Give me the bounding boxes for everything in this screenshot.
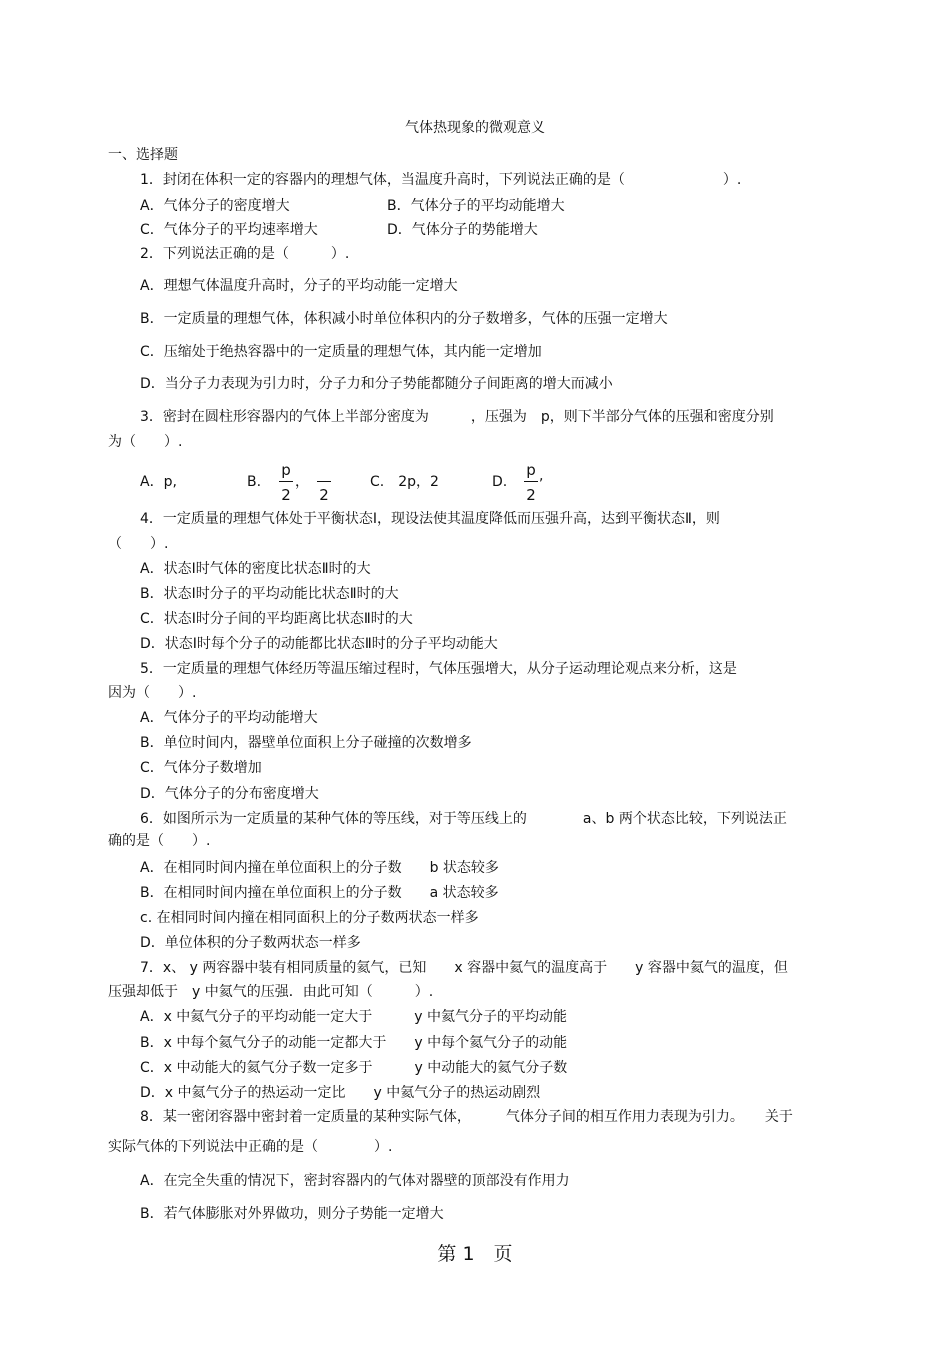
q4-option-b: B．状态Ⅰ时分子的平均动能比状态Ⅱ时的大 (140, 586, 399, 602)
q3-option-b-comma: ， (295, 474, 309, 490)
q7-stem-line1: 7．x、 y 两容器中装有相同质量的氦气，已知 x 容器中氦气的温度高于 y 容器中氦气的温度，但 (140, 960, 788, 976)
q2-option-a: A．理想气体温度升高时，分子的平均动能一定增大 (140, 278, 458, 294)
q3-option-b-fraction-bar (279, 481, 293, 482)
q3-option-d-numerator: p (526, 461, 536, 479)
q3-option-d-denominator: 2 (526, 486, 536, 504)
q2-stem: 2．下列说法正确的是（ ）. (140, 246, 350, 262)
q4-stem-line1: 4．一定质量的理想气体处于平衡状态Ⅰ，现设法使其温度降低而压强升高，达到平衡状态Ⅱ，则 (140, 511, 720, 527)
q7-option-c: C．x 中动能大的氦气分子数一定多于 y 中动能大的氦气分子数 (140, 1060, 568, 1076)
q6-option-d: D．单位体积的分子数两状态一样多 (140, 935, 361, 951)
q4-option-a: A．状态Ⅰ时气体的密度比状态Ⅱ时的大 (140, 561, 371, 577)
q3-option-b-denominator-2: 2 (319, 486, 329, 504)
q3-option-b-numerator: p (281, 461, 291, 479)
q3-option-d-fraction-bar (524, 481, 538, 482)
q1-option-d: D．气体分子的势能增大 (387, 222, 538, 238)
q7-stem-line2: 压强却低于 y 中氦气的压强．由此可知（ ）. (108, 984, 434, 1000)
q1-option-c: C．气体分子的平均速率增大 (140, 222, 318, 238)
q3-stem-line2: 为（ ）. (108, 434, 183, 450)
q3-stem-line1: 3．密封在圆柱形容器内的气体上半部分密度为 ，压强为 p，则下半部分气体的压强和密度分别 (140, 409, 774, 425)
q1-stem: 1．封闭在体积一定的容器内的理想气体，当温度升高时，下列说法正确的是（ ）. (140, 172, 742, 188)
q5-stem-line1: 5．一定质量的理想气体经历等温压缩过程时，气体压强增大，从分子运动理论观点来分析，这是 (140, 661, 737, 677)
q1-option-b: B．气体分子的平均动能增大 (387, 198, 565, 214)
q8-option-a: A．在完全失重的情况下，密封容器内的气体对器壁的顶部没有作用力 (140, 1173, 570, 1189)
q6-option-b: B．在相同时间内撞在单位面积上的分子数 a 状态较多 (140, 885, 499, 901)
q7-option-b: B．x 中每个氦气分子的动能一定都大于 y 中每个氦气分子的动能 (140, 1035, 568, 1051)
q7-option-d: D．x 中氦气分子的热运动一定比 y 中氦气分子的热运动剧烈 (140, 1085, 541, 1101)
q6-stem-line1: 6．如图所示为一定质量的某种气体的等压线，对于等压线上的 a、b 两个状态比较，下列说法正 (140, 811, 787, 827)
q6-stem-line2: 确的是（ ）. (108, 833, 211, 849)
q1-option-a: A．气体分子的密度增大 (140, 198, 290, 214)
q4-stem-line2: （ ）. (108, 536, 169, 552)
q3-option-a: A．p, (140, 474, 177, 490)
page-title: 气体热现象的微观意义 (405, 120, 545, 136)
q2-option-d: D．当分子力表现为引力时，分子力和分子势能都随分子间距离的增大而减小 (140, 376, 613, 392)
q5-option-b: B．单位时间内，器壁单位面积上分子碰撞的次数增多 (140, 735, 472, 751)
q2-option-c: C．压缩处于绝热容器中的一定质量的理想气体，其内能一定增加 (140, 344, 542, 360)
section-heading: 一、选择题 (108, 147, 178, 163)
q5-stem-line2: 因为（ ）. (108, 685, 197, 701)
q3-option-c: C. 2p，2 (370, 474, 439, 490)
q8-stem-line1: 8．某一密闭容器中密封着一定质量的某种实际气体， 气体分子间的相互作用力表现为引力。 关于 (140, 1109, 793, 1125)
q3-option-d-comma: , (539, 468, 544, 484)
q2-option-b: B．一定质量的理想气体，体积减小时单位体积内的分子数增多，气体的压强一定增大 (140, 311, 668, 327)
q8-stem-line2: 实际气体的下列说法中正确的是（ ）. (108, 1139, 393, 1155)
q7-option-a: A．x 中氦气分子的平均动能一定大于 y 中氦气分子的平均动能 (140, 1009, 568, 1025)
q4-option-c: C．状态Ⅰ时分子间的平均距离比状态Ⅱ时的大 (140, 611, 413, 627)
q4-option-d: D．状态Ⅰ时每个分子的动能都比状态Ⅱ时的分子平均动能大 (140, 636, 498, 652)
q5-option-a: A．气体分子的平均动能增大 (140, 710, 318, 726)
q5-option-d: D．气体分子的分布密度增大 (140, 786, 319, 802)
q3-option-d-label: D. (492, 474, 508, 490)
page-footer: 第 1 页 (437, 1243, 513, 1265)
q6-option-c: c. 在相同时间内撞在相同面积上的分子数两状态一样多 (140, 910, 479, 926)
q3-option-b-denominator: 2 (281, 486, 291, 504)
q5-option-c: C．气体分子数增加 (140, 760, 262, 776)
q3-option-b-fraction-bar-2 (317, 481, 331, 482)
q3-option-b-label: B. (247, 474, 262, 490)
q8-option-b: B．若气体膨胀对外界做功，则分子势能一定增大 (140, 1206, 444, 1222)
q6-option-a: A．在相同时间内撞在单位面积上的分子数 b 状态较多 (140, 860, 499, 876)
